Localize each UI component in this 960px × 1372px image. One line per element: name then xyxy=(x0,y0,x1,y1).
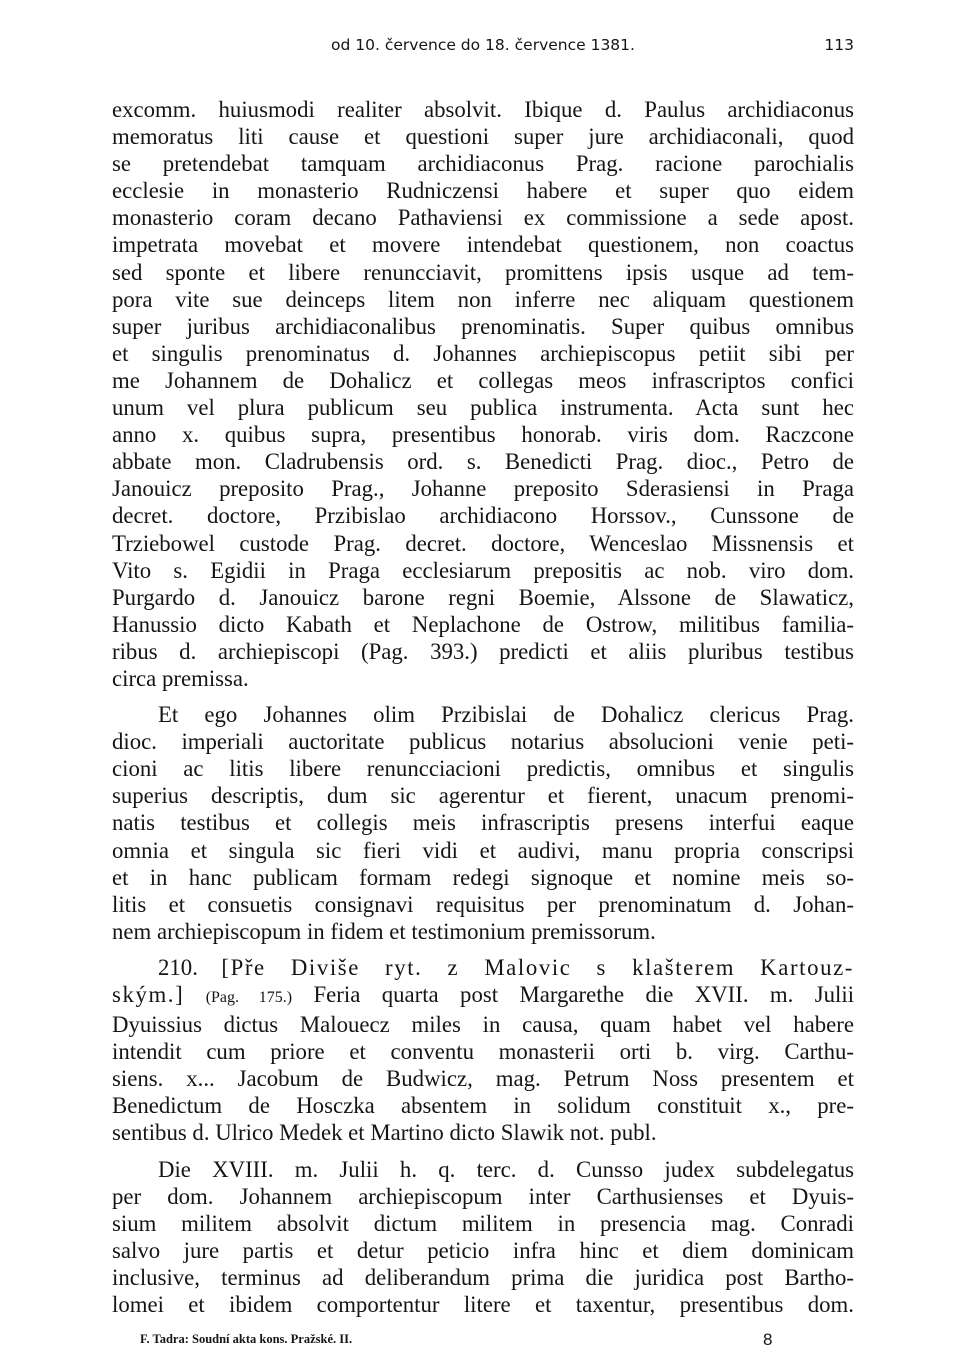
entry-210 xyxy=(112,954,854,1147)
footer-credit: F. Tadra: Soudní akta kons. Pražské. II. xyxy=(140,1332,353,1346)
paragraph-continuation xyxy=(112,96,854,692)
text-line: sium militem absolvit dictum militem in presencia mag. Conradi xyxy=(112,1210,854,1236)
text-line: per dom. Johannem archiepiscopum inter Carthusienses et Dyuis- xyxy=(112,1183,854,1209)
text-line: dioc. imperiali auctoritate publicus notarius absolucioni venie peti- xyxy=(112,729,854,755)
text-line: lomei et ibidem comportentur litere et taxentur, presentibus dom. xyxy=(112,1292,854,1318)
entry-heading-line xyxy=(112,954,854,981)
text-line: ecclesie in monasterio Rudniczensi habere et super quo eidem xyxy=(112,178,854,204)
text-line: Vito s. Egidii in Praga ecclesiarum prepositis ac nob. viro dom. xyxy=(112,557,854,583)
text-line: pora vite sue deinceps litem non inferre nec aliquam questionem xyxy=(112,286,854,312)
text-line: super juribus archidiaconalibus prenominatis. Super quibus omnibus xyxy=(112,313,854,339)
body-text xyxy=(112,96,854,1318)
page-number: 113 xyxy=(824,36,854,54)
text-line: nem archiepiscopum in fidem et testimonium premissorum. xyxy=(112,918,656,944)
text-line: Dyuissius dictus Malouecz miles in causa, quam habet vel habere xyxy=(112,1012,854,1038)
text-line: Et ego Johannes olim Przibislai de Dohalicz clericus Prag. xyxy=(158,702,854,728)
text-line: inclusive, terminus ad deliberandum prima die juridica post Bartho- xyxy=(112,1264,854,1290)
text-line: unum vel plura publicum seu publica instrumenta. Acta sunt hec xyxy=(112,395,854,421)
text-line: et in hanc publicam formam redegi signoque et nomine meis so- xyxy=(112,864,854,890)
page-footer xyxy=(112,1326,854,1356)
text-fragment: Feria quarta post Margarethe die XVII. m. Julii xyxy=(313,982,855,1007)
text-line: circa premissa. xyxy=(112,665,249,691)
text-line: siens. x... Jacobum de Budwicz, mag. Petrum Noss presentem et xyxy=(112,1066,854,1092)
text-line: sentibus d. Ulrico Medek et Martino dicto Slawik not. publ. xyxy=(112,1120,657,1146)
text-line: Hanussio dicto Kabath et Neplachone de Ostrow, militibus familia- xyxy=(112,611,854,637)
text-line: litis et consuetis consignavi requisitus per prenominatum d. Johan- xyxy=(112,891,854,917)
text-line: Janouicz preposito Prag., Johanne preposito Sderasiensi in Praga xyxy=(112,476,854,502)
text-line: omnia et singula sic fieri vidi et audivi, manu propria conscripsi xyxy=(112,837,854,863)
text-line: Die XVIII. m. Julii h. q. terc. d. Cunsso judex subdelegatus xyxy=(158,1156,854,1182)
text-line: impetrata movebat et movere intendebat questionem, non coactus xyxy=(112,232,854,258)
text-line: et singulis prenominatus d. Johannes archiepiscopus petiit sibi per xyxy=(112,340,854,366)
text-line: memoratus liti cause et questioni super jure archidiaconali, quod xyxy=(112,124,854,150)
text-line: salvo jure partis et detur peticio infra hinc et diem dominicam xyxy=(112,1237,854,1263)
paragraph-absolution xyxy=(112,1156,854,1319)
text-line: natis testibus et collegis meis infrascriptis presens interfui eaque xyxy=(112,810,854,836)
text-line: monasterio coram decano Pathaviensi ex commissione a sede apost. xyxy=(112,205,854,231)
text-line: cioni ac litis libere renuncciacioni predictis, omnibus et singulis xyxy=(112,756,854,782)
paragraph-notary-statement xyxy=(112,701,854,945)
text-line: me Johannem de Dohalicz et collegas meos infrascriptos confici xyxy=(112,367,854,393)
text-line: sed sponte et libere renuncciavit, promittens ipsis usque ad tem- xyxy=(112,259,854,285)
pagination-reference: (Pag. 175.) xyxy=(205,989,293,1006)
text-line: Purgardo d. Janouicz barone regni Boemie, Alssone de Slawaticz, xyxy=(112,584,854,610)
text-line: Benedictum de Hosczka absentem in solidum constituit x., pre- xyxy=(112,1093,854,1119)
text-line: se pretendebat tamquam archidiaconus Prag. racione parochialis xyxy=(112,151,854,177)
text-line: abbate mon. Cladrubensis ord. s. Benedicti Prag. dioc., Petro de xyxy=(112,449,854,475)
text-line: excomm. huiusmodi realiter absolvit. Ibique d. Paulus archidiaconus xyxy=(112,97,854,122)
entry-number: 210. xyxy=(158,954,198,980)
running-head xyxy=(112,32,854,60)
signature-mark: 8 xyxy=(763,1330,773,1349)
text-line: Trziebowel custode Prag. decret. doctore, Wenceslao Missnensis et xyxy=(112,530,854,556)
text-line xyxy=(112,981,854,1011)
text-line: decret. doctore, Przibislao archidiacono Horssov., Cunssone de xyxy=(112,503,854,529)
text-line: superius descriptis, dum sic agerentur et fierent, unacum prenomi- xyxy=(112,783,854,809)
text-line: anno x. quibus supra, presentibus honorab. viris dom. Raczcone xyxy=(112,422,854,448)
entry-heading-cont: ským.] xyxy=(112,982,185,1007)
text-line: intendit cum priore et conventu monasterii orti b. virg. Carthu- xyxy=(112,1039,854,1065)
text-line: ribus d. archiepiscopi (Pag. 393.) predicti et aliis pluribus testibus xyxy=(112,638,854,664)
entry-heading: [Pře Diviše ryt. z Malovic s klašterem Kartouz- xyxy=(221,954,854,980)
running-title: od 10. července do 18. července 1381. xyxy=(331,36,635,54)
